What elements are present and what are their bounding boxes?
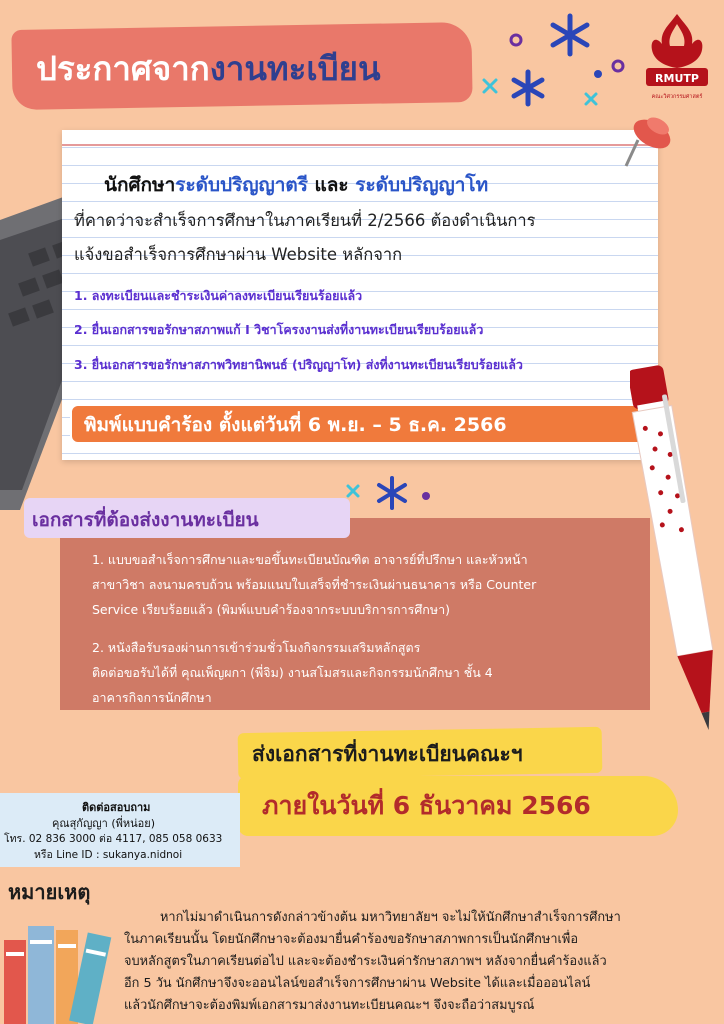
documents-line-4: 2. หนังสือรับรองผ่านการเข้าร่วมชั่วโมงกิจกรรมเสริมหลักสูตร (92, 640, 421, 655)
heading-bachelor: ระดับปริญญาตรี (175, 174, 308, 196)
heading-master: ระดับปริญญาโท (355, 174, 489, 196)
decorative-stars-mid (340, 474, 440, 520)
deadline-line-2: ภายในวันที่ 6 ธันวาคม 2566 (262, 791, 591, 820)
books-illustration (0, 900, 120, 1024)
paper-margin-line (62, 144, 658, 146)
contact-name: คุณสุกัญญา (พี่หน่อย) (52, 817, 156, 830)
paper-header-strip (62, 130, 658, 144)
documents-line-6: อาคารกิจการนักศึกษา (92, 690, 212, 705)
notice-heading (104, 170, 488, 200)
note-line-3: จบหลักสูตรในภาคเรียนต่อไป และจะต้องชำระเงินค่ารักษาสภาพฯ หลังจากยื่นคำร้องแล้ว (124, 954, 607, 969)
deadline-line-1: ส่งเอกสารที่งานทะเบียนคณะฯ (252, 742, 523, 766)
logo-caption: คณะวิศวกรรมศาสตร์ (651, 94, 703, 100)
page-title (36, 42, 381, 95)
note-line-1: หากไม่มาดำเนินการดังกล่าวข้างต้น มหาวิทยาลัยฯ จะไม่ให้นักศึกษาสำเร็จการศึกษา (160, 910, 621, 925)
documents-title: เอกสารที่ต้องส่งงานทะเบียน (32, 509, 259, 531)
notice-line-1: ที่คาดว่าจะสำเร็จการศึกษาในภาคเรียนที่ 2/2566 ต้องดำเนินการ (74, 211, 536, 230)
title-part-2: งานทะเบียน (209, 49, 381, 88)
logo-text: RMUTP (655, 72, 699, 85)
contact-phone: โทร. 02 836 3000 ต่อ 4117, 085 058 0633 (4, 833, 223, 845)
heading-students: นักศึกษา (104, 174, 176, 196)
decorative-stars (470, 8, 640, 148)
requirement-item-2: 2. ยื่นเอกสารขอรักษาสภาพแก้ I วิชาโครงงานส่งที่งานทะเบียนเรียบร้อยแล้ว (74, 322, 484, 337)
note-line-5: แล้วนักศึกษาจะต้องพิมพ์เอกสารมาส่งงานทะเบียนคณะฯ จึงจะถือว่าสมบูรณ์ (124, 998, 535, 1013)
contact-line-id: หรือ Line ID : sukanya.nidnoi (34, 849, 183, 861)
note-line-4: อีก 5 วัน นักศึกษาจึงจะออนไลน์ขอสำเร็จการศึกษาผ่าน Website ได้และเมื่อออนไลน์ (124, 976, 591, 991)
title-part-1: ประกาศจาก (36, 49, 210, 88)
note-line-2: ในภาคเรียนนั้น โดยนักศึกษาจะต้องมายื่นคำร้องขอรักษาสภาพการเป็นนักศึกษาเพื่อ (124, 932, 579, 947)
heading-and: และ (307, 174, 356, 196)
documents-line-5: ติดต่อขอรับได้ที่ คุณเพ็ญผกา (พี่จิม) งานสโมสรและกิจกรรมนักศึกษา ชั้น 4 (92, 665, 493, 680)
requirement-item-1: 1. ลงทะเบียนและชำระเงินค่าลงทะเบียนเรียนร้อยแล้ว (74, 288, 363, 303)
contact-title: ติดต่อสอบถาม (82, 801, 151, 814)
print-period-text: พิมพ์แบบคำร้อง ตั้งแต่วันที่ 6 พ.ย. – 5 ธ.ค. 2566 (84, 414, 507, 436)
requirement-item-3: 3. ยื่นเอกสารขอรักษาสภาพวิทยานิพนธ์ (ปริญญาโท) ส่งที่งานทะเบียนเรียบร้อยแล้ว (74, 357, 523, 372)
note-title: หมายเหตุ (8, 880, 91, 904)
documents-line-2: สาขาวิชา ลงนามครบถ้วน พร้อมแนบใบเสร็จที่ชำระเงินผ่านธนาคาร หรือ Counter (92, 577, 537, 592)
notice-line-2: แจ้งขอสำเร็จการศึกษาผ่าน Website หลักจาก (74, 245, 403, 264)
pushpin-icon (620, 110, 680, 170)
documents-line-3: Service เรียบร้อยแล้ว (พิมพ์แบบคำร้องจากระบบบริการการศึกษา) (92, 602, 450, 617)
rmutp-logo (640, 10, 714, 104)
documents-line-1: 1. แบบขอสำเร็จการศึกษาและขอขึ้นทะเบียนบัณฑิต อาจารย์ที่ปรึกษา และหัวหน้า (92, 552, 528, 567)
